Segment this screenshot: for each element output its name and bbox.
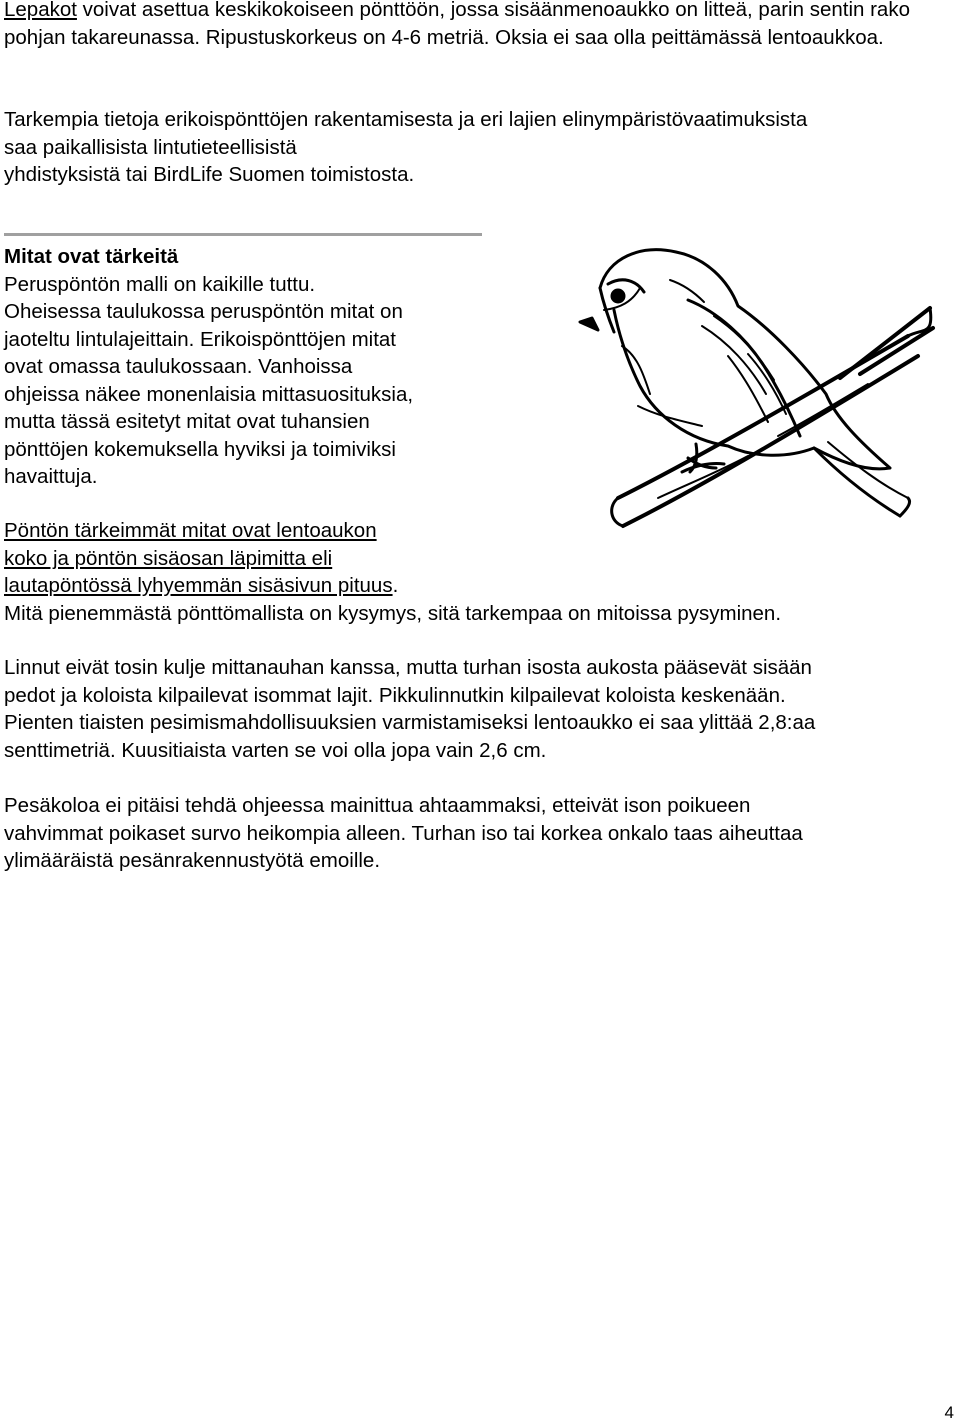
nest-cavity-line: vahvimmat poikaset survo heikompia alleen. Turhan iso tai korkea onkalo taas aiheuttaa	[4, 821, 803, 845]
birds-measure-line: Linnut eivät tosin kulje mittanauhan kanssa, mutta turhan isosta aukosta pääsevät sisään	[4, 656, 812, 679]
key-dimensions-line: koko ja pöntön sisäosan läpimitta eli	[4, 546, 333, 570]
section-line: Peruspöntön malli on kaikille tuttu.	[4, 272, 316, 296]
nest-cavity-line: ylimääräistä pesänrakennustyötä emoille.	[4, 849, 381, 872]
section-divider	[4, 233, 482, 236]
birds-measure-line: pedot ja koloista kilpailevat isommat lajit. Pikkulinnutkin kilpailevat koloista keskenään.	[4, 683, 786, 707]
link-bats[interactable]: Lepakot	[4, 0, 77, 21]
songbird-on-branch-icon	[578, 236, 940, 550]
key-dimensions-note: Mitä pienemmästä pönttömallista on kysymys, sitä tarkempaa on mitoissa pysyminen.	[4, 601, 782, 625]
section-line: Oheisessa taulukossa peruspöntön mitat on	[4, 300, 403, 323]
paragraph-nest-cavity	[4, 792, 954, 875]
section-line: havaittuja.	[4, 465, 98, 488]
paragraph-more-info-line: yhdistyksistä tai BirdLife Suomen toimistosta.	[4, 163, 415, 186]
key-dimensions-period: .	[392, 574, 399, 597]
key-dimensions-line: Pöntön tärkeimmät mitat ovat lentoaukon	[4, 519, 377, 542]
section-line: jaoteltu lintulajeittain. Erikoispönttöjen mitat	[4, 327, 396, 351]
section-heading: Mitat ovat tärkeitä	[4, 245, 179, 268]
key-dimensions-line: lautapöntössä lyhyemmän sisäsivun pituus	[4, 574, 393, 597]
paragraph-bats	[4, 0, 954, 51]
section-dimensions	[4, 243, 504, 491]
nest-cavity-line: Pesäkoloa ei pitäisi tehdä ohjeessa mainittua ahtaammaksi, etteivät ison poikueen	[4, 794, 751, 817]
paragraph-more-info-line: saa paikallisista lintutieteellisistä	[4, 135, 297, 159]
section-line: pönttöjen kokemuksella hyviksi ja toimiviksi	[4, 437, 396, 461]
section-line: ovat omassa taulukossaan. Vanhoissa	[4, 355, 353, 378]
paragraph-more-info-line: Tarkempia tietoja erikoispönttöjen rakentamisesta ja eri lajien elinympäristövaatimuksista	[4, 108, 808, 131]
birds-measure-line: senttimetriä. Kuusitiaista varten se voi olla jopa vain 2,6 cm.	[4, 738, 547, 762]
birds-measure-line: Pienten tiaisten pesimismahdollisuuksien varmistamiseksi lentoaukko ei saa ylittää 2,8:aa	[4, 711, 816, 734]
page-number: 4	[944, 1403, 954, 1422]
section-line: mutta tässä esitetyt mitat ovat tuhansien	[4, 410, 370, 433]
paragraph-birds-measure	[4, 654, 954, 764]
paragraph-bats-text: voivat asettua keskikokoiseen pönttöön, jossa sisäänmenoaukko on litteä, parin sentin rako pohjan takareunassa. Ripustuskorkeus on 4-6 metriä. Oksia ei saa olla peittämässä lentoaukkoa.	[4, 0, 910, 49]
paragraph-more-info	[4, 106, 954, 189]
section-line: ohjeissa näkee monenlaisia mittasuosituksia,	[4, 382, 414, 406]
